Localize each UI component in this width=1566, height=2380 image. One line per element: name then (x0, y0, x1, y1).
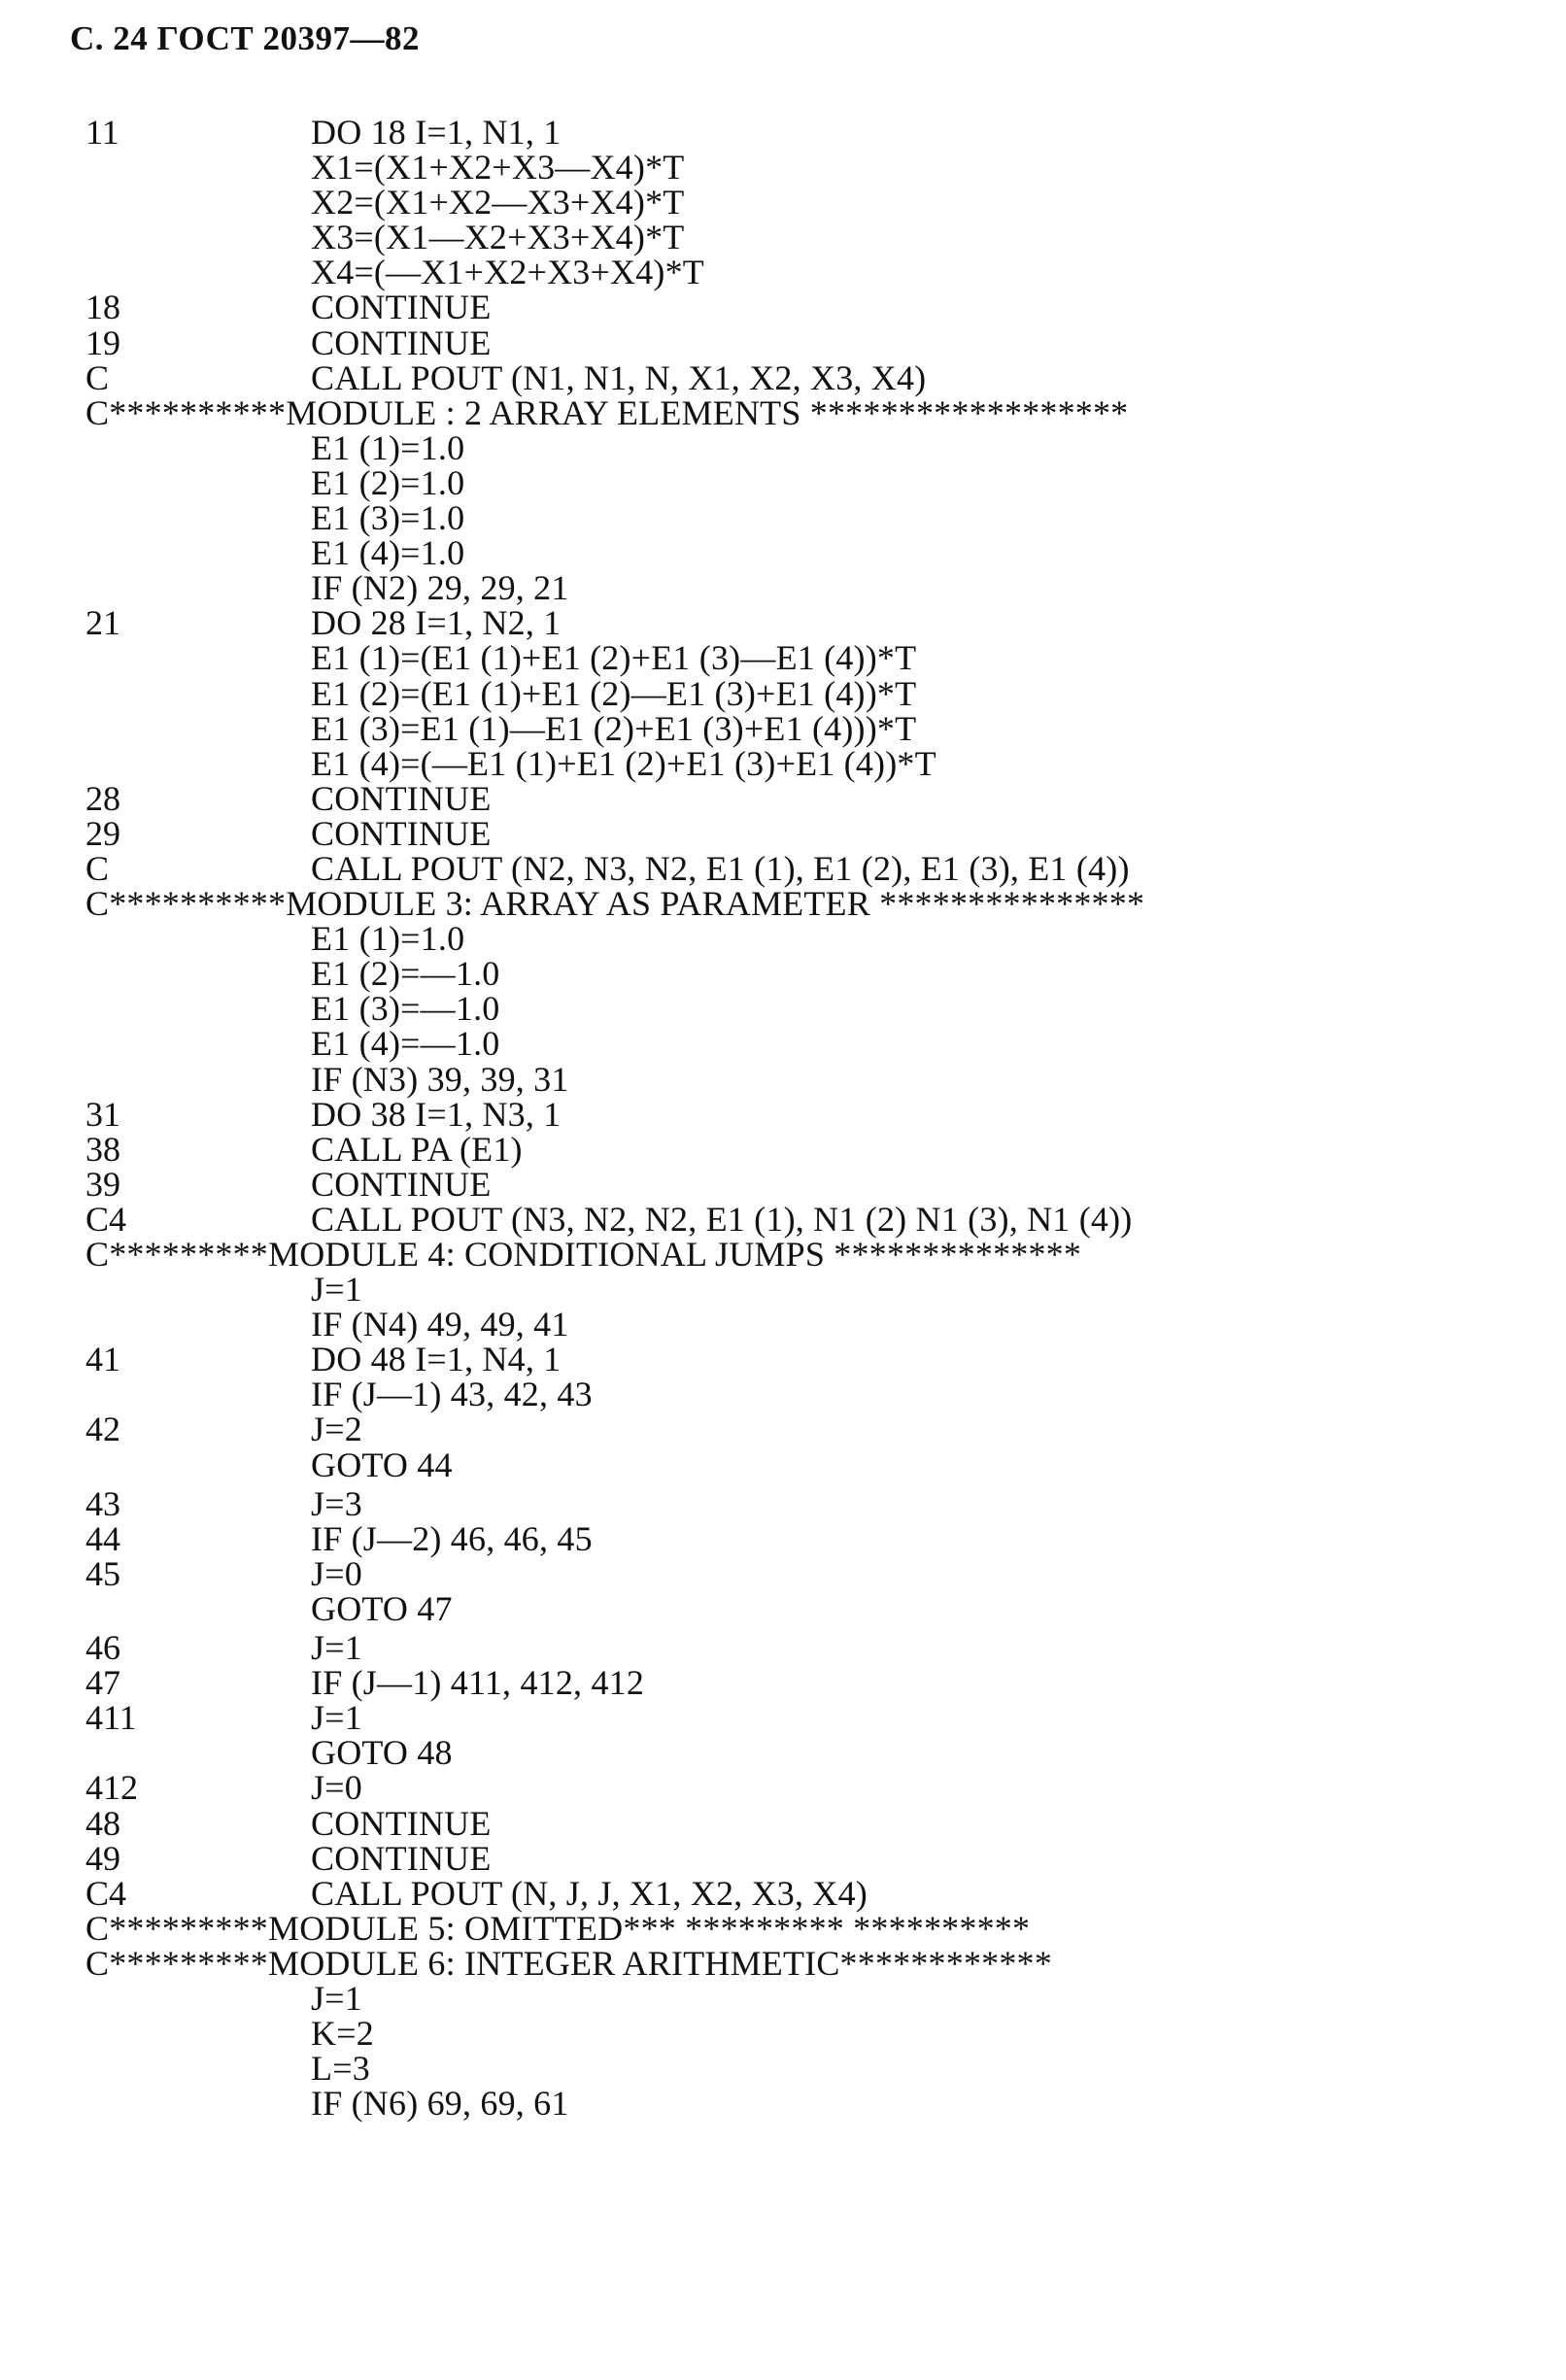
statement-text: E1 (3)=E1 (1)—E1 (2)+E1 (3)+E1 (4)))*T (311, 708, 917, 748)
statement-text: E1 (3)=—1.0 (311, 989, 500, 1029)
statement-label: 49 (85, 1838, 120, 1878)
statement-label: 19 (85, 323, 120, 362)
code-line (85, 1553, 1523, 1593)
statement-text: J=1 (311, 1698, 362, 1738)
code-line (85, 603, 1523, 643)
module-comment-line (85, 1943, 1523, 1983)
statement-text: CONTINUE (311, 323, 492, 362)
code-line (85, 1628, 1523, 1668)
comment-text: C*********MODULE 4: CONDITIONAL JUMPS ************** (85, 1235, 1082, 1274)
statement-text: E1 (4)=1.0 (311, 533, 465, 573)
code-line (85, 1059, 1523, 1099)
statement-text: E1 (2)=—1.0 (311, 954, 500, 994)
statement-text: K=2 (311, 2014, 374, 2054)
statement-text: J=1 (311, 1628, 362, 1668)
statement-text: CALL POUT (N2, N3, N2, E1 (1), E1 (2), E1 (3), E1 (4)) (311, 848, 1130, 888)
statement-label: 46 (85, 1628, 120, 1668)
code-line (85, 673, 1523, 713)
statement-text: DO 38 I=1, N3, 1 (311, 1094, 562, 1134)
statement-label: 42 (85, 1410, 120, 1449)
statement-label: 21 (85, 603, 120, 643)
statement-text: E1 (3)=1.0 (311, 498, 465, 538)
code-line (85, 2049, 1523, 2089)
code-line (85, 1768, 1523, 1808)
code-line (85, 1094, 1523, 1134)
statement-text: CALL POUT (N1, N1, N, X1, X2, X3, X4) (311, 357, 927, 397)
statement-text: IF (N3) 39, 39, 31 (311, 1059, 569, 1099)
code-line (85, 1873, 1523, 1913)
statement-label: 39 (85, 1164, 120, 1204)
statement-label: 41 (85, 1340, 120, 1379)
statement-text: CONTINUE (311, 1164, 492, 1204)
statement-text: J=3 (311, 1483, 362, 1523)
code-line (85, 185, 1523, 220)
statement-label: 412 (85, 1768, 138, 1808)
code-line (85, 498, 1523, 538)
code-line (85, 1375, 1523, 1414)
statement-label: C (85, 357, 110, 397)
code-line (85, 1518, 1523, 1558)
statement-label: 44 (85, 1518, 120, 1558)
statement-text: DO 28 I=1, N2, 1 (311, 603, 562, 643)
statement-label: 45 (85, 1553, 120, 1593)
statement-label: C4 (85, 1873, 127, 1913)
code-line (85, 1272, 1523, 1307)
code-line (85, 2014, 1523, 2054)
statement-text: X3=(X1—X2+X3+X4)*T (311, 218, 685, 257)
statement-text: E1 (1)=1.0 (311, 427, 465, 467)
statement-text: CONTINUE (311, 778, 492, 818)
code-line (85, 1733, 1523, 1773)
comment-text: C**********MODULE 3: ARRAY AS PARAMETER *************** (85, 884, 1145, 924)
code-line (85, 1978, 1523, 2018)
statement-label: 31 (85, 1094, 120, 1134)
code-line (85, 1663, 1523, 1703)
code-line (85, 1307, 1523, 1342)
code-line (85, 1410, 1523, 1449)
code-line (85, 848, 1523, 888)
statement-text: GOTO 47 (311, 1588, 453, 1628)
comment-text: C**********MODULE : 2 ARRAY ELEMENTS ****************** (85, 392, 1129, 432)
code-line (85, 2084, 1523, 2124)
code-line (85, 1199, 1523, 1239)
statement-label: 18 (85, 288, 120, 327)
code-line (85, 638, 1523, 678)
statement-text: GOTO 44 (311, 1445, 453, 1484)
code-line (85, 1588, 1523, 1628)
statement-text: DO 48 I=1, N4, 1 (311, 1340, 562, 1379)
code-line (85, 1164, 1523, 1204)
code-line (85, 919, 1523, 959)
statement-label: 411 (85, 1698, 137, 1738)
statement-text: IF (J—1) 43, 42, 43 (311, 1375, 593, 1414)
statement-text: IF (N6) 69, 69, 61 (311, 2084, 569, 2124)
code-line (85, 253, 1523, 292)
statement-text: CALL PA (E1) (311, 1129, 523, 1169)
code-line (85, 778, 1523, 818)
code-line (85, 115, 1523, 150)
statement-text: E1 (4)=—1.0 (311, 1024, 500, 1064)
module-comment-line (85, 884, 1523, 924)
statement-text: L=3 (311, 2049, 370, 2089)
statement-text: J=2 (311, 1410, 362, 1449)
module-comment-line (85, 1908, 1523, 1948)
code-line (85, 1447, 1523, 1482)
code-line (85, 568, 1523, 608)
statement-text: CONTINUE (311, 288, 492, 327)
code-line (85, 150, 1523, 185)
statement-text: CONTINUE (311, 813, 492, 853)
statement-text: X1=(X1+X2+X3—X4)*T (311, 148, 685, 187)
code-line (85, 1803, 1523, 1843)
statement-text: DO 18 I=1, N1, 1 (311, 113, 562, 152)
statement-label: 38 (85, 1129, 120, 1169)
statement-text: J=1 (311, 1978, 362, 2018)
module-comment-line (85, 1237, 1523, 1272)
module-comment-line (85, 392, 1523, 432)
code-line (85, 1838, 1523, 1878)
statement-label: 47 (85, 1663, 120, 1703)
code-line (85, 533, 1523, 573)
statement-text: IF (N2) 29, 29, 21 (311, 568, 569, 608)
code-line (85, 708, 1523, 748)
code-line (85, 1342, 1523, 1377)
statement-text: IF (N4) 49, 49, 41 (311, 1305, 569, 1344)
statement-text: E1 (4)=(—E1 (1)+E1 (2)+E1 (3)+E1 (4))*T (311, 743, 936, 783)
code-line (85, 427, 1523, 467)
code-line (85, 954, 1523, 994)
statement-text: CONTINUE (311, 1838, 492, 1878)
code-line (85, 1483, 1523, 1523)
statement-text: IF (J—2) 46, 46, 45 (311, 1518, 593, 1558)
code-line (85, 325, 1523, 360)
comment-text: C*********MODULE 6: INTEGER ARITHMETIC************ (85, 1943, 1052, 1983)
statement-text: E1 (1)=(E1 (1)+E1 (2)+E1 (3)—E1 (4))*T (311, 638, 917, 678)
code-listing (85, 113, 1523, 2124)
code-line (85, 220, 1523, 255)
comment-text: C*********MODULE 5: OMITTED*** ********* ********** (85, 1908, 1031, 1948)
code-line (85, 989, 1523, 1029)
statement-label: 43 (85, 1483, 120, 1523)
statement-text: E1 (2)=1.0 (311, 462, 465, 502)
statement-text: CONTINUE (311, 1803, 492, 1843)
statement-text: X2=(X1+X2—X3+X4)*T (311, 183, 685, 222)
statement-text: E1 (2)=(E1 (1)+E1 (2)—E1 (3)+E1 (4))*T (311, 673, 917, 713)
code-line (85, 1129, 1523, 1169)
statement-text: J=0 (311, 1553, 362, 1593)
code-line (85, 813, 1523, 853)
code-line (85, 1024, 1523, 1064)
code-line (85, 462, 1523, 502)
page-header: С. 24 ГОСТ 20397—82 (70, 19, 420, 57)
statement-label: 48 (85, 1803, 120, 1843)
statement-text: IF (J—1) 411, 412, 412 (311, 1663, 645, 1703)
code-line (85, 743, 1523, 783)
statement-label: 29 (85, 813, 120, 853)
statement-text: J=0 (311, 1768, 362, 1808)
code-line (85, 357, 1523, 397)
code-line (85, 1698, 1523, 1738)
statement-text: X4=(—X1+X2+X3+X4)*T (311, 253, 704, 292)
statement-text: CALL POUT (N3, N2, N2, E1 (1), N1 (2) N1 (3), N1 (4)) (311, 1199, 1133, 1239)
statement-text: E1 (1)=1.0 (311, 919, 465, 959)
statement-label: C (85, 848, 110, 888)
statement-label: 11 (85, 113, 119, 152)
statement-label: C4 (85, 1199, 127, 1239)
statement-text: CALL POUT (N, J, J, X1, X2, X3, X4) (311, 1873, 868, 1913)
code-line (85, 288, 1523, 327)
statement-text: J=1 (311, 1270, 362, 1309)
statement-text: GOTO 48 (311, 1733, 453, 1773)
statement-label: 28 (85, 778, 120, 818)
